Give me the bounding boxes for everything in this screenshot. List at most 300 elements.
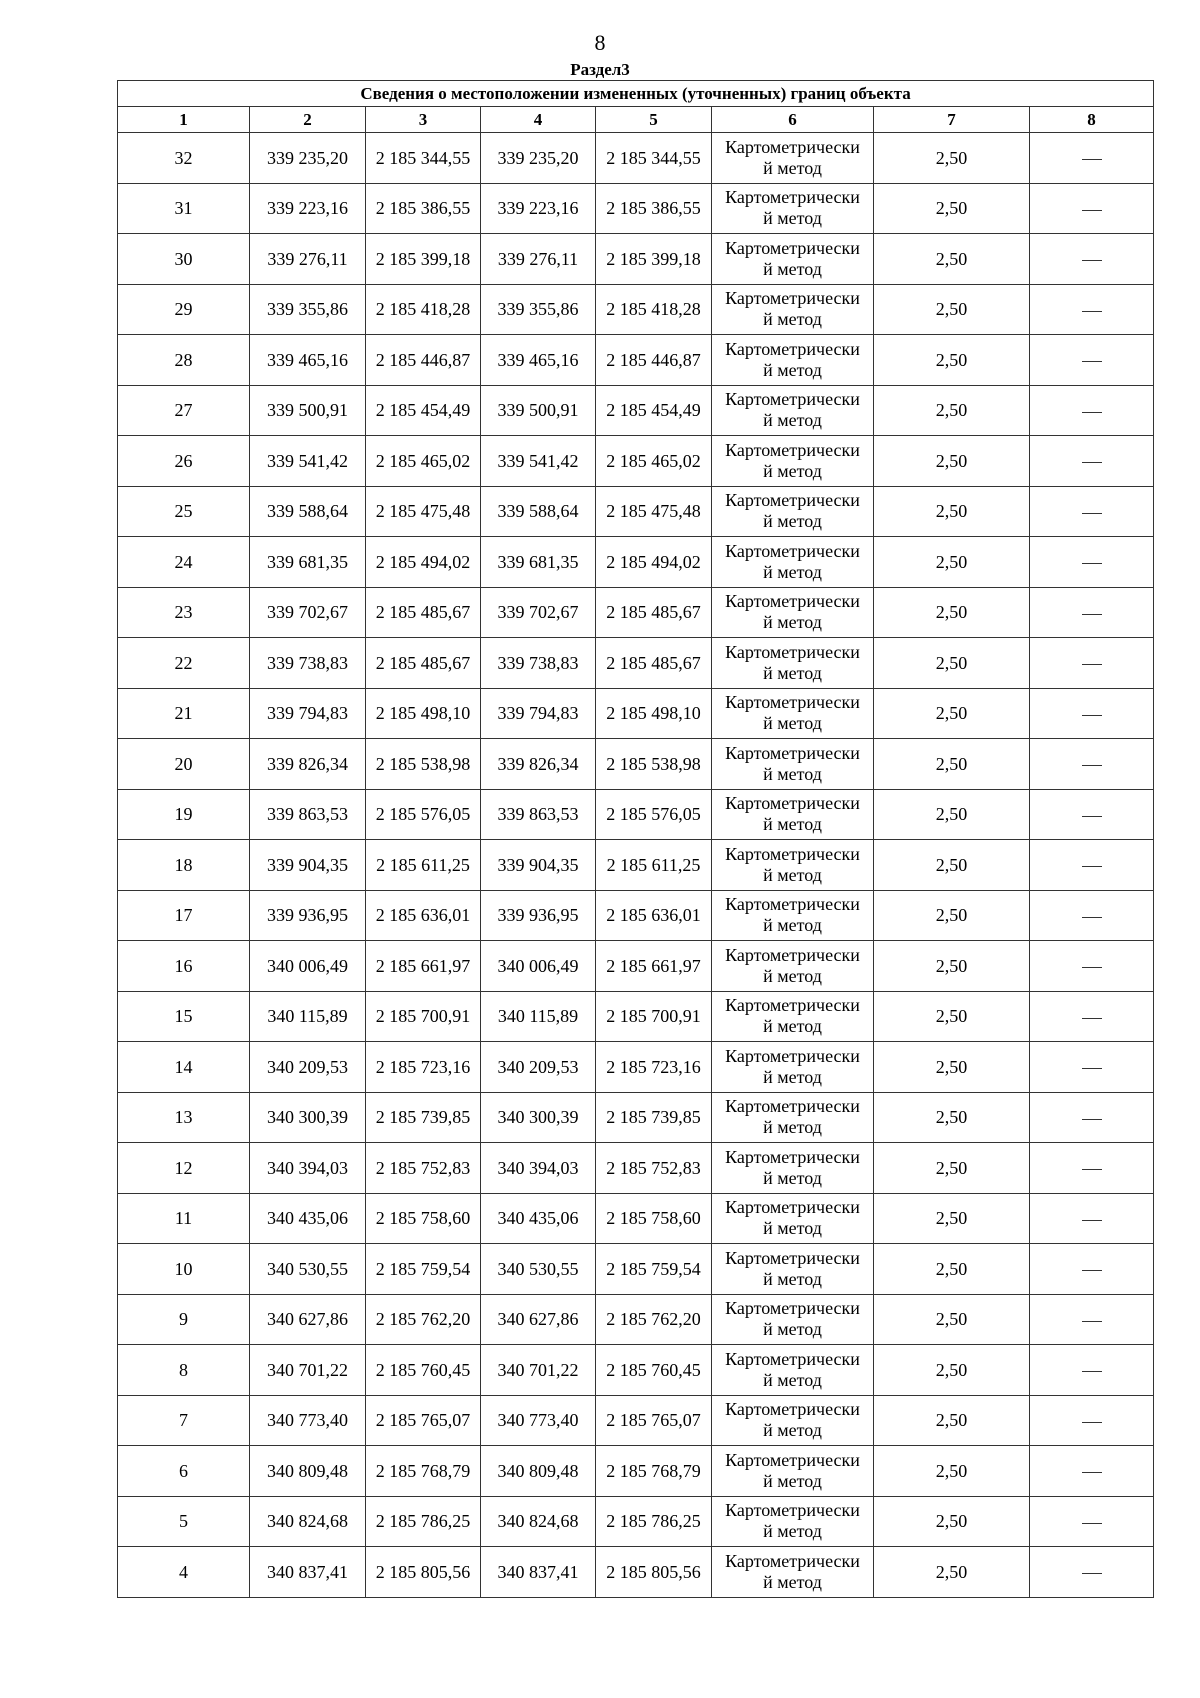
point-number-cell: 29: [118, 284, 250, 335]
refined-x-cell: 339 500,91: [481, 385, 596, 436]
empty-dash-mark: [1082, 1472, 1102, 1473]
description-cell: [1030, 1092, 1154, 1143]
method-cell: [712, 688, 874, 739]
refined-y-cell: 2 185 765,07: [596, 1395, 712, 1446]
description-cell: [1030, 1446, 1154, 1497]
existing-y-cell: 2 185 758,60: [366, 1193, 481, 1244]
existing-y-cell: 2 185 465,02: [366, 436, 481, 487]
refined-y-cell: 2 185 485,67: [596, 638, 712, 689]
description-cell: [1030, 1496, 1154, 1547]
point-number-cell: 16: [118, 941, 250, 992]
refined-x-cell: 340 300,39: [481, 1092, 596, 1143]
empty-dash-mark: [1082, 715, 1102, 716]
existing-x-cell: 340 837,41: [250, 1547, 366, 1598]
description-cell: [1030, 133, 1154, 184]
column-number-3: 3: [366, 107, 481, 133]
refined-x-cell: 340 006,49: [481, 941, 596, 992]
empty-dash-mark: [1082, 513, 1102, 514]
refined-y-cell: 2 185 538,98: [596, 739, 712, 790]
point-number-cell: 23: [118, 587, 250, 638]
refined-x-cell: 340 824,68: [481, 1496, 596, 1547]
method-cell: [712, 1193, 874, 1244]
description-cell: [1030, 1143, 1154, 1194]
refined-x-cell: 340 115,89: [481, 991, 596, 1042]
refined-x-cell: 340 701,22: [481, 1345, 596, 1396]
existing-x-cell: 339 541,42: [250, 436, 366, 487]
refined-x-cell: 339 738,83: [481, 638, 596, 689]
method-cell: [712, 133, 874, 184]
method-cell: [712, 638, 874, 689]
point-number-cell: 12: [118, 1143, 250, 1194]
accuracy-cell: 2,50: [874, 1395, 1030, 1446]
table-row: [118, 284, 1154, 335]
empty-dash-mark: [1082, 210, 1102, 211]
method-cell: [712, 486, 874, 537]
existing-y-cell: 2 185 399,18: [366, 234, 481, 285]
point-number-cell: 11: [118, 1193, 250, 1244]
method-cell: [712, 1496, 874, 1547]
description-cell: [1030, 436, 1154, 487]
method-line-2: й метод: [763, 1218, 822, 1239]
point-number-cell: 27: [118, 385, 250, 436]
refined-x-cell: 340 209,53: [481, 1042, 596, 1093]
method-cell: [712, 789, 874, 840]
table-body: [118, 133, 1154, 1598]
description-cell: [1030, 335, 1154, 386]
method-cell: [712, 537, 874, 588]
method-line-2: й метод: [763, 662, 822, 683]
existing-y-cell: 2 185 344,55: [366, 133, 481, 184]
existing-y-cell: 2 185 446,87: [366, 335, 481, 386]
existing-x-cell: 340 530,55: [250, 1244, 366, 1295]
accuracy-cell: 2,50: [874, 991, 1030, 1042]
method-line-2: й метод: [763, 460, 822, 481]
refined-y-cell: 2 185 752,83: [596, 1143, 712, 1194]
existing-x-cell: 339 936,95: [250, 890, 366, 941]
existing-y-cell: 2 185 786,25: [366, 1496, 481, 1547]
empty-dash-mark: [1082, 1371, 1102, 1372]
point-number-cell: 30: [118, 234, 250, 285]
description-cell: [1030, 1547, 1154, 1598]
empty-dash-mark: [1082, 311, 1102, 312]
refined-y-cell: 2 185 418,28: [596, 284, 712, 335]
existing-x-cell: 339 465,16: [250, 335, 366, 386]
point-number-cell: 13: [118, 1092, 250, 1143]
method-line-2: й метод: [763, 511, 822, 532]
column-number-row: [118, 107, 1154, 133]
column-number-1: 1: [118, 107, 250, 133]
accuracy-cell: 2,50: [874, 1345, 1030, 1396]
table-row: [118, 1244, 1154, 1295]
existing-x-cell: 340 209,53: [250, 1042, 366, 1093]
method-cell: [712, 1244, 874, 1295]
method-cell: [712, 436, 874, 487]
empty-dash-mark: [1082, 1523, 1102, 1524]
refined-y-cell: 2 185 723,16: [596, 1042, 712, 1093]
accuracy-cell: 2,50: [874, 537, 1030, 588]
table-row: [118, 890, 1154, 941]
refined-y-cell: 2 185 636,01: [596, 890, 712, 941]
refined-x-cell: 339 276,11: [481, 234, 596, 285]
table-row: [118, 991, 1154, 1042]
existing-x-cell: 339 681,35: [250, 537, 366, 588]
empty-dash-mark: [1082, 412, 1102, 413]
method-line-1: Картометрически: [725, 1298, 860, 1319]
existing-y-cell: 2 185 611,25: [366, 840, 481, 891]
method-line-2: й метод: [763, 1571, 822, 1592]
point-number-cell: 15: [118, 991, 250, 1042]
empty-dash-mark: [1082, 1018, 1102, 1019]
method-line-2: й метод: [763, 1521, 822, 1542]
point-number-cell: 26: [118, 436, 250, 487]
method-line-1: Картометрически: [725, 439, 860, 460]
accuracy-cell: 2,50: [874, 385, 1030, 436]
existing-y-cell: 2 185 418,28: [366, 284, 481, 335]
point-number-cell: 5: [118, 1496, 250, 1547]
description-cell: [1030, 234, 1154, 285]
table-row: [118, 1042, 1154, 1093]
method-line-1: Картометрически: [725, 742, 860, 763]
method-line-1: Картометрически: [725, 1247, 860, 1268]
method-line-1: Картометрически: [725, 843, 860, 864]
table-row: [118, 133, 1154, 184]
description-cell: [1030, 537, 1154, 588]
method-line-1: Картометрически: [725, 490, 860, 511]
accuracy-cell: 2,50: [874, 1193, 1030, 1244]
refined-y-cell: 2 185 454,49: [596, 385, 712, 436]
table-row: [118, 638, 1154, 689]
table-row: [118, 1496, 1154, 1547]
existing-y-cell: 2 185 805,56: [366, 1547, 481, 1598]
method-cell: [712, 1345, 874, 1396]
refined-x-cell: 339 541,42: [481, 436, 596, 487]
refined-x-cell: 340 837,41: [481, 1547, 596, 1598]
method-cell: [712, 941, 874, 992]
accuracy-cell: 2,50: [874, 1143, 1030, 1194]
refined-x-cell: 340 530,55: [481, 1244, 596, 1295]
refined-x-cell: 339 465,16: [481, 335, 596, 386]
method-line-1: Картометрически: [725, 894, 860, 915]
method-line-2: й метод: [763, 1470, 822, 1491]
refined-y-cell: 2 185 611,25: [596, 840, 712, 891]
method-line-1: Картометрически: [725, 237, 860, 258]
existing-x-cell: 339 794,83: [250, 688, 366, 739]
refined-y-cell: 2 185 758,60: [596, 1193, 712, 1244]
existing-x-cell: 339 355,86: [250, 284, 366, 335]
empty-dash-mark: [1082, 563, 1102, 564]
existing-x-cell: 339 588,64: [250, 486, 366, 537]
method-cell: [712, 335, 874, 386]
description-cell: [1030, 890, 1154, 941]
method-line-2: й метод: [763, 612, 822, 633]
table-row: [118, 1092, 1154, 1143]
refined-x-cell: 339 794,83: [481, 688, 596, 739]
method-line-1: Картометрически: [725, 187, 860, 208]
refined-y-cell: 2 185 465,02: [596, 436, 712, 487]
method-line-1: Картометрически: [725, 136, 860, 157]
method-cell: [712, 1446, 874, 1497]
existing-y-cell: 2 185 454,49: [366, 385, 481, 436]
method-line-2: й метод: [763, 1369, 822, 1390]
refined-y-cell: 2 185 576,05: [596, 789, 712, 840]
existing-y-cell: 2 185 739,85: [366, 1092, 481, 1143]
refined-y-cell: 2 185 446,87: [596, 335, 712, 386]
method-line-1: Картометрически: [725, 1348, 860, 1369]
existing-y-cell: 2 185 700,91: [366, 991, 481, 1042]
method-line-1: Картометрически: [725, 995, 860, 1016]
method-line-2: й метод: [763, 561, 822, 582]
table-row: [118, 436, 1154, 487]
refined-y-cell: 2 185 739,85: [596, 1092, 712, 1143]
method-line-1: Картометрически: [725, 338, 860, 359]
refined-x-cell: 339 863,53: [481, 789, 596, 840]
method-cell: [712, 234, 874, 285]
empty-dash-mark: [1082, 1119, 1102, 1120]
empty-dash-mark: [1082, 1573, 1102, 1574]
description-cell: [1030, 840, 1154, 891]
method-cell: [712, 284, 874, 335]
refined-x-cell: 340 809,48: [481, 1446, 596, 1497]
empty-dash-mark: [1082, 1169, 1102, 1170]
refined-x-cell: 339 355,86: [481, 284, 596, 335]
method-line-1: Картометрически: [725, 540, 860, 561]
accuracy-cell: 2,50: [874, 688, 1030, 739]
existing-y-cell: 2 185 762,20: [366, 1294, 481, 1345]
existing-x-cell: 340 115,89: [250, 991, 366, 1042]
existing-x-cell: 340 394,03: [250, 1143, 366, 1194]
accuracy-cell: 2,50: [874, 1294, 1030, 1345]
empty-dash-mark: [1082, 917, 1102, 918]
existing-x-cell: 340 627,86: [250, 1294, 366, 1345]
method-line-1: Картометрически: [725, 1449, 860, 1470]
refined-y-cell: 2 185 762,20: [596, 1294, 712, 1345]
refined-x-cell: 339 904,35: [481, 840, 596, 891]
method-cell: [712, 183, 874, 234]
column-number-7: 7: [874, 107, 1030, 133]
empty-dash-mark: [1082, 462, 1102, 463]
existing-y-cell: 2 185 485,67: [366, 587, 481, 638]
method-line-2: й метод: [763, 410, 822, 431]
point-number-cell: 22: [118, 638, 250, 689]
table-row: [118, 234, 1154, 285]
column-number-8: 8: [1030, 107, 1154, 133]
accuracy-cell: 2,50: [874, 1446, 1030, 1497]
refined-y-cell: 2 185 759,54: [596, 1244, 712, 1295]
method-cell: [712, 1092, 874, 1143]
refined-x-cell: 340 627,86: [481, 1294, 596, 1345]
description-cell: [1030, 1345, 1154, 1396]
description-cell: [1030, 638, 1154, 689]
description-cell: [1030, 183, 1154, 234]
existing-x-cell: 339 904,35: [250, 840, 366, 891]
point-number-cell: 32: [118, 133, 250, 184]
existing-y-cell: 2 185 723,16: [366, 1042, 481, 1093]
point-number-cell: 9: [118, 1294, 250, 1345]
description-cell: [1030, 991, 1154, 1042]
existing-x-cell: 339 702,67: [250, 587, 366, 638]
empty-dash-mark: [1082, 1068, 1102, 1069]
method-line-2: й метод: [763, 359, 822, 380]
existing-y-cell: 2 185 538,98: [366, 739, 481, 790]
point-number-cell: 21: [118, 688, 250, 739]
method-cell: [712, 840, 874, 891]
accuracy-cell: 2,50: [874, 133, 1030, 184]
method-line-1: Картометрически: [725, 641, 860, 662]
table-row: [118, 587, 1154, 638]
table-row: [118, 840, 1154, 891]
method-cell: [712, 1547, 874, 1598]
accuracy-cell: 2,50: [874, 335, 1030, 386]
method-line-1: Картометрически: [725, 389, 860, 410]
table-row: [118, 739, 1154, 790]
point-number-cell: 20: [118, 739, 250, 790]
point-number-cell: 31: [118, 183, 250, 234]
empty-dash-mark: [1082, 614, 1102, 615]
accuracy-cell: 2,50: [874, 183, 1030, 234]
point-number-cell: 17: [118, 890, 250, 941]
method-line-2: й метод: [763, 1117, 822, 1138]
refined-x-cell: 339 826,34: [481, 739, 596, 790]
method-line-2: й метод: [763, 864, 822, 885]
empty-dash-mark: [1082, 765, 1102, 766]
empty-dash-mark: [1082, 816, 1102, 817]
accuracy-cell: 2,50: [874, 890, 1030, 941]
table-row: [118, 1446, 1154, 1497]
refined-x-cell: 339 235,20: [481, 133, 596, 184]
accuracy-cell: 2,50: [874, 234, 1030, 285]
description-cell: [1030, 385, 1154, 436]
point-number-cell: 4: [118, 1547, 250, 1598]
existing-y-cell: 2 185 661,97: [366, 941, 481, 992]
method-line-2: й метод: [763, 1066, 822, 1087]
refined-x-cell: 339 223,16: [481, 183, 596, 234]
page-number: 8: [594, 30, 606, 55]
description-cell: [1030, 688, 1154, 739]
table-row: [118, 1345, 1154, 1396]
empty-dash-mark: [1082, 1270, 1102, 1271]
existing-y-cell: 2 185 765,07: [366, 1395, 481, 1446]
method-line-1: Картометрически: [725, 793, 860, 814]
existing-x-cell: 340 435,06: [250, 1193, 366, 1244]
refined-y-cell: 2 185 485,67: [596, 587, 712, 638]
method-line-2: й метод: [763, 965, 822, 986]
table-row: [118, 1193, 1154, 1244]
empty-dash-mark: [1082, 866, 1102, 867]
method-line-1: Картометрически: [725, 1550, 860, 1571]
existing-y-cell: 2 185 485,67: [366, 638, 481, 689]
table-row: [118, 941, 1154, 992]
existing-x-cell: 340 006,49: [250, 941, 366, 992]
accuracy-cell: 2,50: [874, 941, 1030, 992]
method-line-2: й метод: [763, 208, 822, 229]
empty-dash-mark: [1082, 967, 1102, 968]
method-cell: [712, 1395, 874, 1446]
column-number-6: 6: [712, 107, 874, 133]
table-row: [118, 537, 1154, 588]
empty-dash-mark: [1082, 1321, 1102, 1322]
column-number-4: 4: [481, 107, 596, 133]
refined-x-cell: 339 936,95: [481, 890, 596, 941]
existing-x-cell: 339 863,53: [250, 789, 366, 840]
existing-y-cell: 2 185 475,48: [366, 486, 481, 537]
existing-y-cell: 2 185 760,45: [366, 1345, 481, 1396]
method-line-1: Картометрически: [725, 1146, 860, 1167]
boundary-coordinates-table: [117, 80, 1154, 1598]
existing-x-cell: 339 235,20: [250, 133, 366, 184]
column-number-5: 5: [596, 107, 712, 133]
empty-dash-mark: [1082, 1220, 1102, 1221]
refined-y-cell: 2 185 386,55: [596, 183, 712, 234]
table-row: [118, 1294, 1154, 1345]
table-row: [118, 789, 1154, 840]
empty-dash-mark: [1082, 664, 1102, 665]
accuracy-cell: 2,50: [874, 284, 1030, 335]
accuracy-cell: 2,50: [874, 840, 1030, 891]
description-cell: [1030, 284, 1154, 335]
point-number-cell: 28: [118, 335, 250, 386]
table-row: [118, 486, 1154, 537]
method-cell: [712, 1042, 874, 1093]
existing-x-cell: 340 809,48: [250, 1446, 366, 1497]
accuracy-cell: 2,50: [874, 1042, 1030, 1093]
method-cell: [712, 991, 874, 1042]
table-row: [118, 1395, 1154, 1446]
section-title: Раздел3: [570, 60, 630, 79]
accuracy-cell: 2,50: [874, 1547, 1030, 1598]
refined-y-cell: 2 185 344,55: [596, 133, 712, 184]
method-line-2: й метод: [763, 157, 822, 178]
existing-y-cell: 2 185 768,79: [366, 1446, 481, 1497]
refined-x-cell: 340 773,40: [481, 1395, 596, 1446]
method-line-2: й метод: [763, 1016, 822, 1037]
empty-dash-mark: [1082, 1422, 1102, 1423]
method-line-2: й метод: [763, 763, 822, 784]
accuracy-cell: 2,50: [874, 1244, 1030, 1295]
refined-x-cell: 339 702,67: [481, 587, 596, 638]
table-row: [118, 1143, 1154, 1194]
point-number-cell: 19: [118, 789, 250, 840]
method-line-1: Картометрически: [725, 1096, 860, 1117]
description-cell: [1030, 789, 1154, 840]
refined-y-cell: 2 185 475,48: [596, 486, 712, 537]
refined-y-cell: 2 185 760,45: [596, 1345, 712, 1396]
existing-x-cell: 340 701,22: [250, 1345, 366, 1396]
method-line-2: й метод: [763, 915, 822, 936]
accuracy-cell: 2,50: [874, 789, 1030, 840]
existing-y-cell: 2 185 576,05: [366, 789, 481, 840]
table-row: [118, 688, 1154, 739]
method-line-1: Картометрически: [725, 944, 860, 965]
description-cell: [1030, 739, 1154, 790]
empty-dash-mark: [1082, 159, 1102, 160]
existing-x-cell: 339 276,11: [250, 234, 366, 285]
description-cell: [1030, 941, 1154, 992]
accuracy-cell: 2,50: [874, 587, 1030, 638]
description-cell: [1030, 1193, 1154, 1244]
point-number-cell: 6: [118, 1446, 250, 1497]
existing-x-cell: 340 300,39: [250, 1092, 366, 1143]
method-line-2: й метод: [763, 1268, 822, 1289]
refined-y-cell: 2 185 700,91: [596, 991, 712, 1042]
table-caption: Сведения о местоположении измененных (уточненных) границ объекта: [118, 81, 1154, 107]
point-number-cell: 7: [118, 1395, 250, 1446]
existing-y-cell: 2 185 759,54: [366, 1244, 481, 1295]
method-line-2: й метод: [763, 309, 822, 330]
method-line-2: й метод: [763, 258, 822, 279]
method-line-2: й метод: [763, 1167, 822, 1188]
existing-y-cell: 2 185 494,02: [366, 537, 481, 588]
refined-y-cell: 2 185 498,10: [596, 688, 712, 739]
